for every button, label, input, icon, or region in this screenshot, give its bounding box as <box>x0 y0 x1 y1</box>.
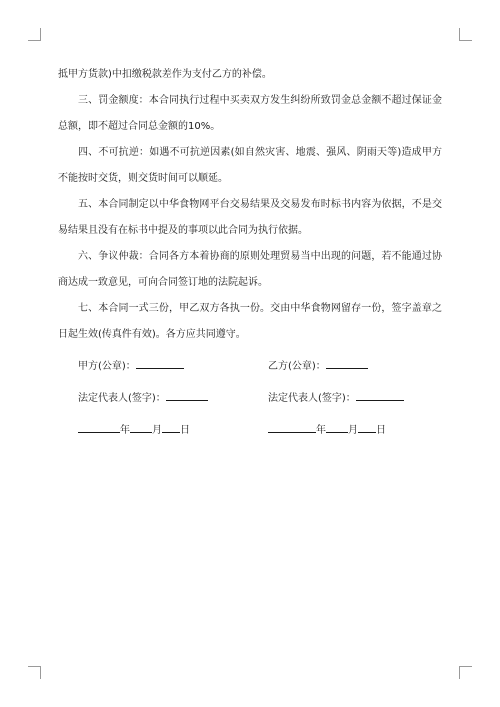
date-b-year-blank[interactable] <box>268 420 316 433</box>
month-label: 月 <box>348 425 358 436</box>
party-b-seal-label: 乙方(公章)： <box>268 361 326 372</box>
party-a-seal <box>58 354 252 380</box>
rep-b-blank[interactable] <box>356 388 404 401</box>
date-b-day-blank[interactable] <box>358 420 376 433</box>
day-label: 日 <box>376 425 386 436</box>
party-a-seal-label: 甲方(公章)： <box>78 361 136 372</box>
date-a-month-blank[interactable] <box>130 420 152 433</box>
signature-row-seal <box>58 354 442 380</box>
rep-a-label: 法定代表人(签字)： <box>78 393 166 404</box>
date-b-month-blank[interactable] <box>326 420 348 433</box>
date-b <box>252 418 442 444</box>
paragraph-arbitration: 六、争议仲裁：合同各方本着协商的原则处理贸易当中出现的问题，若不能通过协商达成一致意见，可向合同签订地的法院起诉。 <box>58 251 442 288</box>
date-a-year-blank[interactable] <box>78 420 120 433</box>
paragraph-basis: 五、本合同制定以中华食物网平台交易结果及交易发布时标书内容为依据，不是交易结果且没有在标书中提及的事项以此合同为执行依据。 <box>58 199 442 236</box>
rep-b <box>252 386 442 412</box>
signature-row-date <box>58 418 442 444</box>
corner-mark-bottom-right <box>459 666 472 679</box>
corner-mark-top-left <box>28 28 41 41</box>
rep-a <box>58 386 252 412</box>
signature-row-representative <box>58 386 442 412</box>
date-a-day-blank[interactable] <box>162 420 180 433</box>
corner-mark-top-right <box>459 28 472 41</box>
paragraph-copies: 七、本合同一式三份，甲乙双方各执一份。交由中华食物网留存一份，签字盖章之日起生效(传真件有效)。各方应共同遵守。 <box>58 303 442 340</box>
paragraph-continuation: 抵甲方货款)中扣缴税款差作为支付乙方的补偿。 <box>58 69 272 80</box>
day-label: 日 <box>180 425 190 436</box>
rep-a-blank[interactable] <box>166 388 208 401</box>
contract-body <box>58 62 442 444</box>
party-a-seal-blank[interactable] <box>136 356 184 369</box>
party-b-seal <box>252 354 442 380</box>
paragraph-penalty: 三、罚金额度：本合同执行过程中买卖双方发生纠纷所致罚金总金额不超过保证金总额，即不超过合同总金额的10%。 <box>58 95 442 132</box>
corner-mark-bottom-left <box>28 666 41 679</box>
month-label: 月 <box>152 425 162 436</box>
year-label: 年 <box>316 425 326 436</box>
date-a <box>58 418 252 444</box>
party-b-seal-blank[interactable] <box>326 356 368 369</box>
rep-b-label: 法定代表人(签字)： <box>268 393 356 404</box>
year-label: 年 <box>120 425 130 436</box>
paragraph-force-majeure: 四、不可抗逆：如遇不可抗逆因素(如自然灾害、地震、强风、阴雨天等)造成甲方不能按时交货，则交货时间可以顺延。 <box>58 147 442 184</box>
